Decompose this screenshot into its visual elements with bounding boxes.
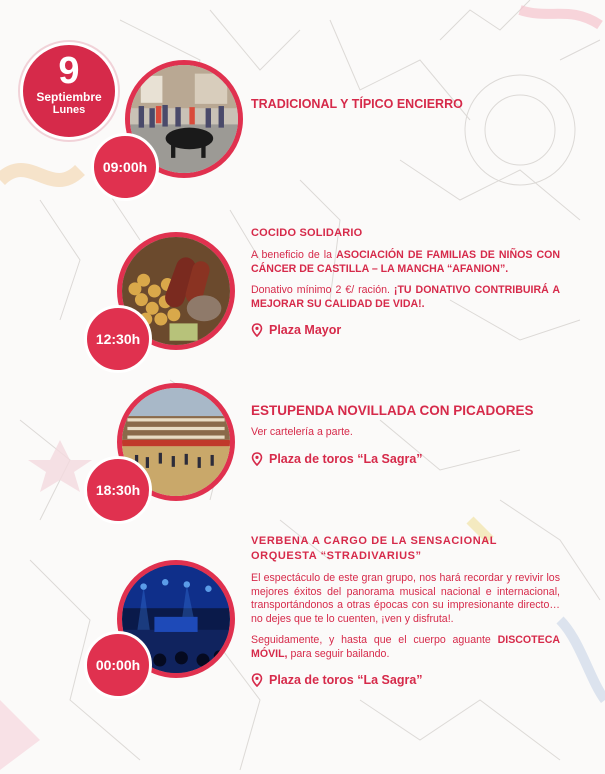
- event-location: [251, 452, 560, 466]
- event-title: ESTUPENDA NOVILLADA CON PICADORES: [251, 403, 534, 418]
- event-location: [251, 673, 560, 687]
- event-location: [251, 323, 560, 337]
- event-followup: Seguidamente, y hasta que el cuerpo aguante DISCOTECA MÓVIL, para seguir bailando.: [251, 634, 560, 660]
- date-weekday: Lunes: [52, 104, 86, 116]
- event-description: El espectáculo de este gran grupo, nos hará recordar y revivir los mejores éxitos del panorama musical nacional e internacional, transportándonos a otras épocas con su impresionante directo… no dejes que te lo cuenten, ¡ven y disfruta!.: [251, 572, 560, 625]
- event-novillada: [251, 403, 560, 466]
- event-title: COCIDO SOLIDARIO: [251, 227, 363, 239]
- event-title: TRADICIONAL Y TÍPICO ENCIERRO: [251, 97, 463, 111]
- date-day: 9: [58, 50, 80, 92]
- time-badge: 00:00h: [84, 631, 152, 699]
- time-badge: 09:00h: [91, 133, 159, 201]
- location-text: Plaza de toros “La Sagra”: [269, 673, 423, 687]
- location-pin-icon: [251, 673, 263, 687]
- date-badge: [20, 42, 118, 140]
- location-pin-icon: [251, 452, 263, 466]
- event-description: Ver cartelería a parte.: [251, 426, 353, 438]
- location-pin-icon: [251, 323, 263, 337]
- event-title: VERBENA A CARGO DE LA SENSACIONAL ORQUESTA “STRADIVARIUS”: [251, 535, 497, 562]
- event-encierro: [251, 97, 560, 112]
- event-description: A beneficio de la ASOCIACIÓN DE FAMILIAS DE NIÑOS CON CÁNCER DE CASTILLA – LA MANCHA “AFANION”.: [251, 249, 560, 275]
- time-badge: 18:30h: [84, 456, 152, 524]
- event-verbena: [251, 534, 560, 687]
- date-month: Septiembre: [36, 90, 102, 104]
- location-text: Plaza de toros “La Sagra”: [269, 451, 423, 466]
- location-text: Plaza Mayor: [269, 323, 342, 337]
- event-cocido: [251, 226, 560, 337]
- time-badge: 12:30h: [84, 305, 152, 373]
- event-donation: Donativo mínimo 2 €/ ración. ¡TU DONATIVO CONTRIBUIRÁ A MEJORAR SU CALIDAD DE VIDA!.: [251, 284, 561, 310]
